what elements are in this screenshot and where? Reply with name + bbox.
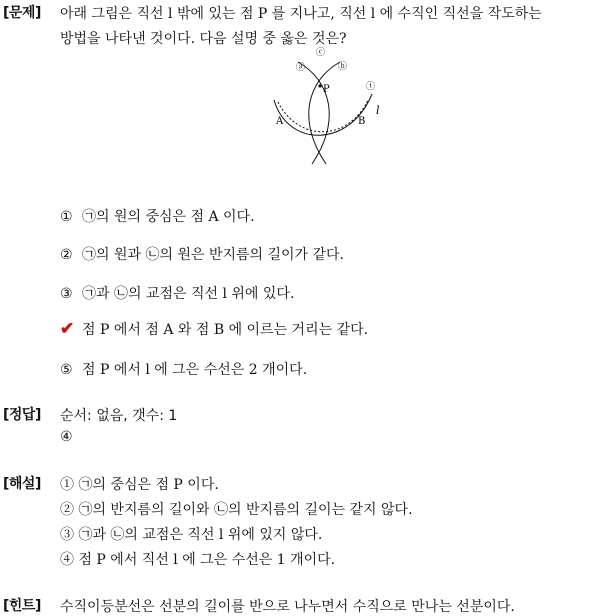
arc-left (298, 62, 329, 164)
circle-label-top: ⓒ (316, 48, 326, 58)
explanation-line-3: ③ ㉠과 ㉡의 교점은 직선 l 위에 있지 않다. (60, 527, 323, 543)
arc-bottom (274, 94, 372, 135)
circle-label-right: ⓑ (338, 62, 348, 72)
option-5[interactable] (60, 359, 307, 379)
construction-figure (268, 44, 388, 168)
explanation-line-2: ② ㉠의 반지름의 길이와 ㉡의 반지름의 길이는 같지 않다. (60, 502, 413, 518)
answer-line-2: ④ (60, 429, 73, 445)
point-p-label: P (323, 84, 330, 95)
circle-label-far-right: ⓣ (366, 82, 376, 92)
explanation-line-1: ① ㉠의 중심은 점 P 이다. (60, 477, 219, 493)
answer-line-1: 순서: 없음, 갯수: 1 (60, 408, 178, 424)
option-2[interactable] (60, 244, 344, 264)
option-2-marker: ② (60, 247, 73, 263)
problem-line-2: 방법을 나타낸 것이다. 다음 설명 중 옳은 것은? (60, 31, 347, 47)
option-5-text: 점 P 에서 l 에 그은 수선은 2 개이다. (82, 362, 308, 378)
line-l-label: l (376, 104, 380, 117)
option-3[interactable] (60, 283, 294, 303)
arc-right (309, 62, 340, 164)
option-3-text: ㉠과 ㉡의 교점은 직선 l 위에 있다. (82, 286, 295, 302)
problem-tag: [문제] (3, 5, 41, 21)
problem-line-1: 아래 그림은 직선 l 밖에 있는 점 P 를 지나고, 직선 l 에 수직인 직선을 작도하는 (60, 6, 542, 22)
point-p-dot (318, 84, 321, 87)
hint-text: 수직이등분선은 선분의 길이를 반으로 나누면서 수직으로 만나는 선분이다. (60, 599, 515, 615)
option-2-text: ㉠의 원과 ㉡의 원은 반지름의 길이가 같다. (82, 247, 345, 263)
answer-tag: [정답] (3, 407, 41, 423)
point-a-label: A (276, 116, 284, 127)
circle-label-left: ⓐ (296, 63, 306, 73)
point-b-label: B (358, 116, 366, 127)
explanation-tag: [해설] (3, 476, 41, 492)
option-4[interactable] (60, 319, 368, 339)
option-1[interactable] (60, 206, 255, 226)
option-4-text: 점 P 에서 점 A 와 점 B 에 이르는 거리는 같다. (82, 322, 369, 338)
option-1-text: ㉠의 원의 중심은 점 A 이다. (82, 209, 255, 225)
option-1-marker: ① (60, 209, 73, 225)
hint-tag: [힌트] (3, 598, 41, 614)
option-5-marker: ⑤ (60, 362, 73, 378)
checkmark-icon: ✔ (60, 319, 75, 339)
option-3-marker: ③ (60, 286, 73, 302)
explanation-line-4: ④ 점 P 에서 직선 l 에 그은 수선은 1 개이다. (60, 552, 336, 568)
